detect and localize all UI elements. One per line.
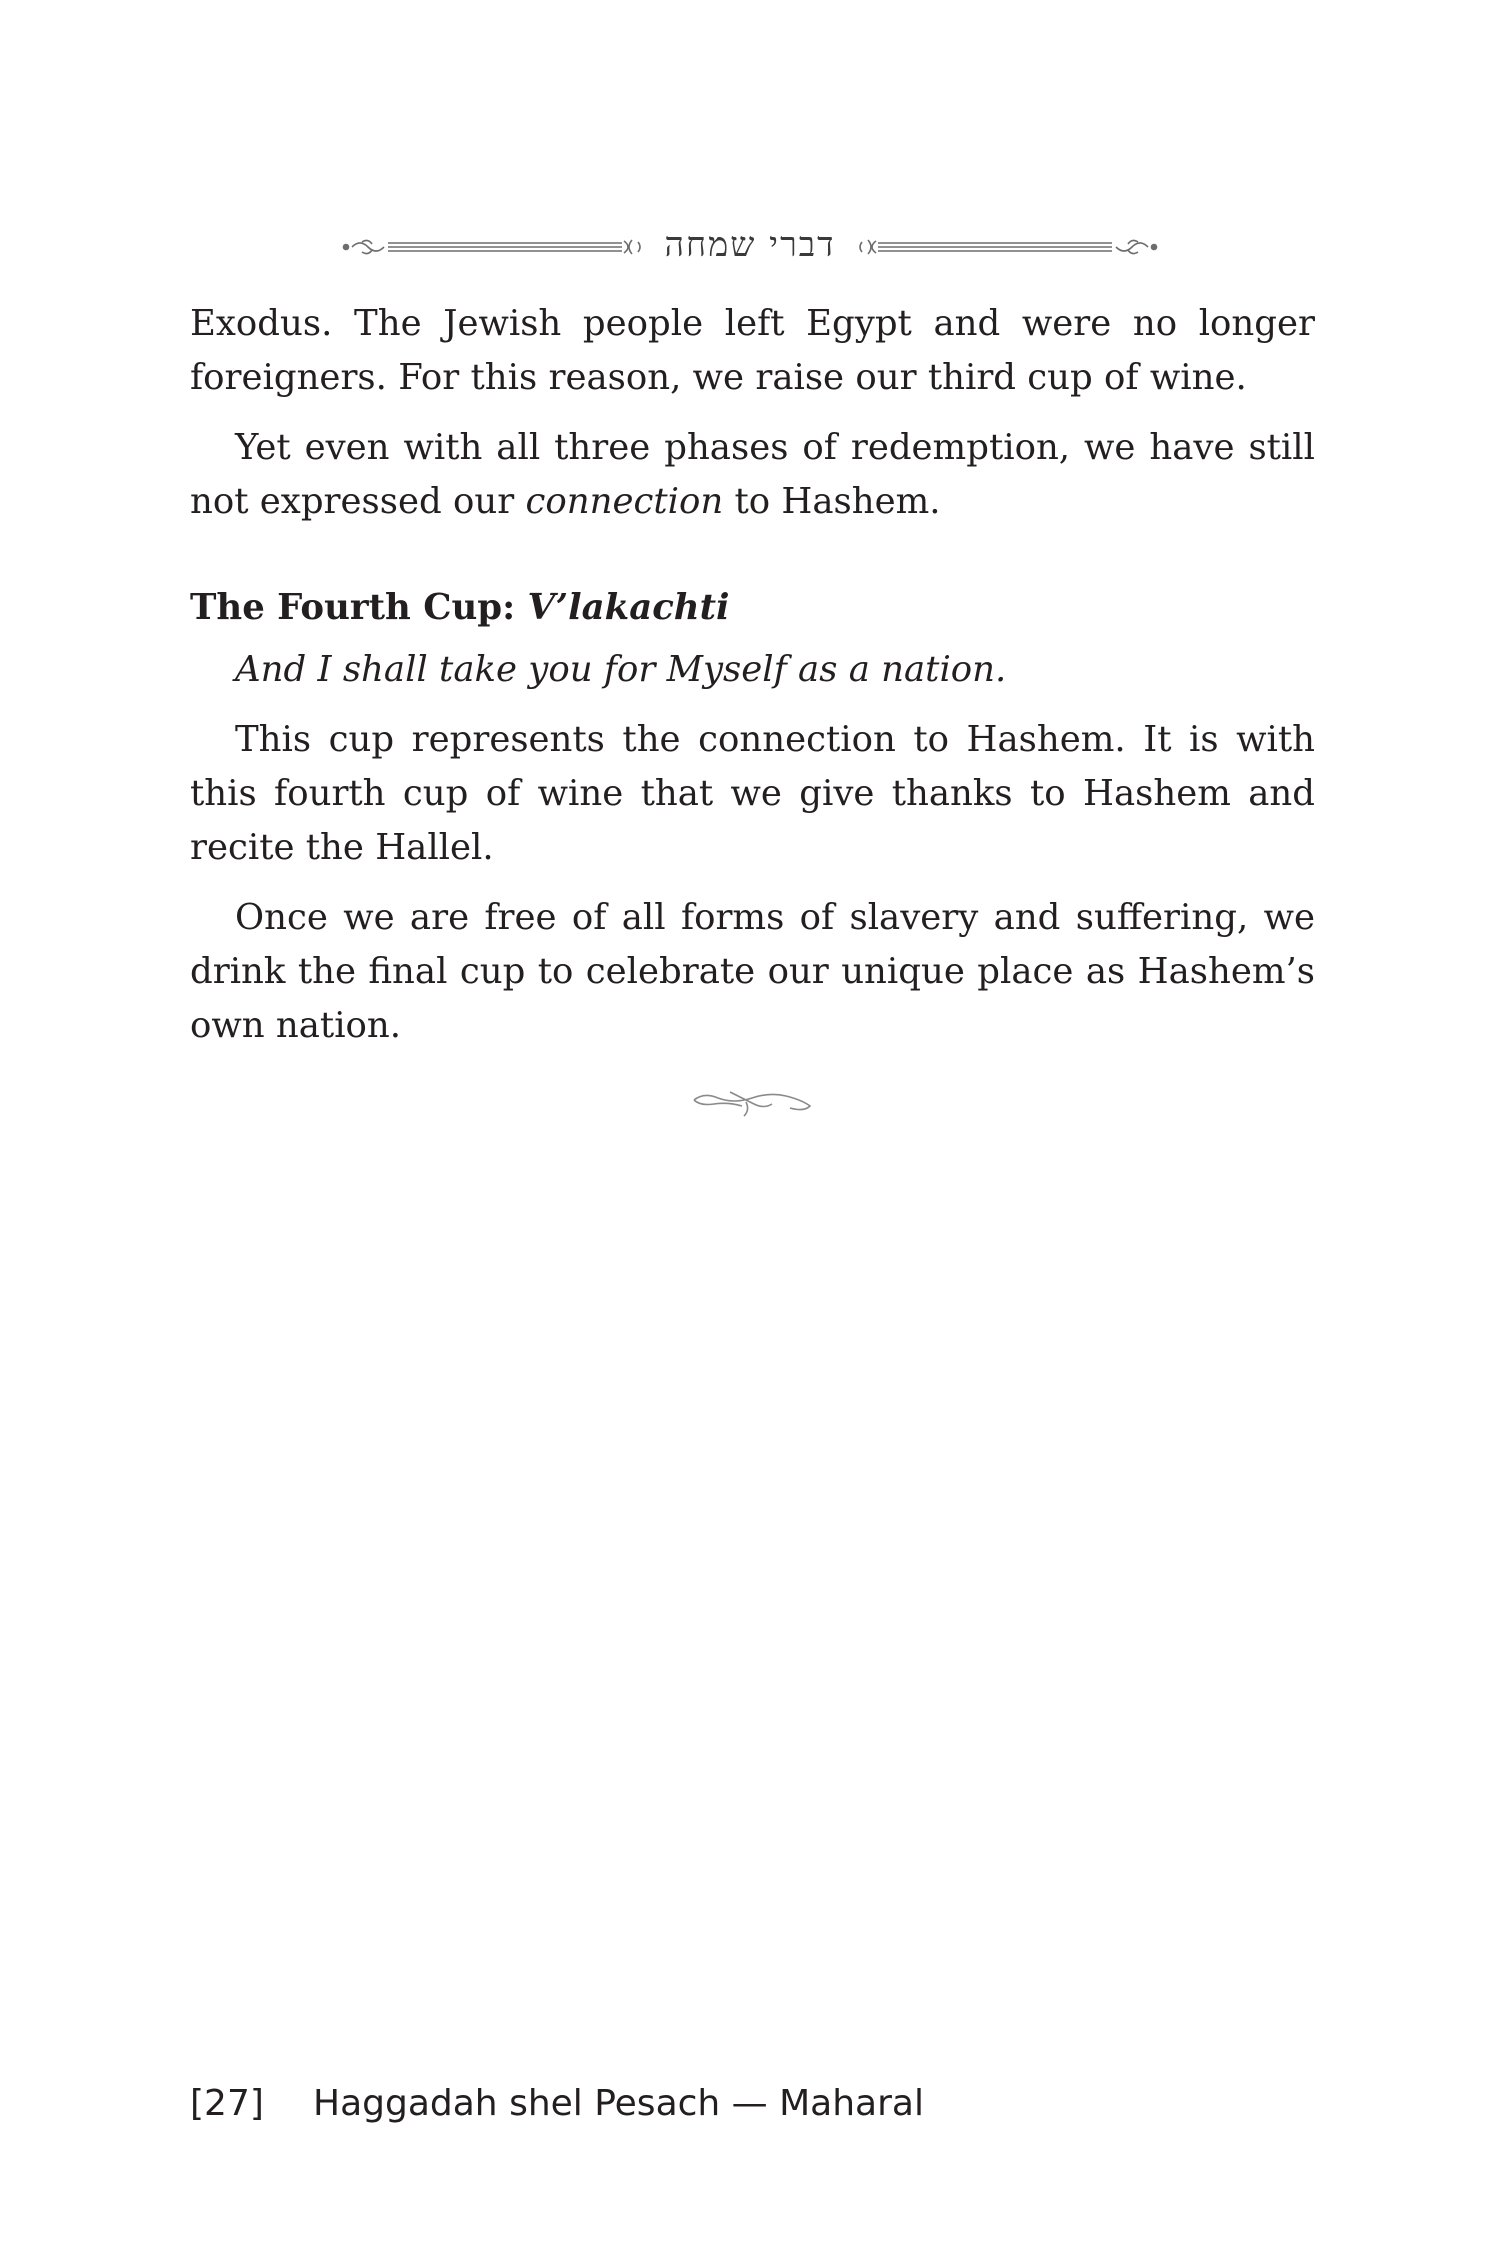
page-footer [190, 2080, 924, 2128]
verse-quote: And I shall take you for Myself as a nation. [235, 649, 1007, 690]
paragraph-continuation: Exodus. The Jewish people left Egypt and were no longer foreigners. For this reason, we raise our third cup of wine. [190, 303, 1315, 398]
header-right-ornament-icon [850, 232, 1160, 262]
paragraph-redemption-text: Yet even with all three phases of redemption, we have still not expressed our [190, 427, 1315, 522]
section-heading-hebrew-term: V’lakachti [527, 587, 730, 628]
page-number: [27] [190, 2083, 264, 2124]
body-text [190, 297, 1315, 1069]
section-heading [190, 581, 1315, 635]
section-end-flourish-icon [690, 1084, 815, 1122]
header-title: דברי שמחה [664, 225, 836, 265]
paragraph-final-cup: Once we are free of all forms of slavery and suffering, we drink the final cup to celebrate our unique place as Hashem’s own nation. [190, 897, 1315, 1046]
section-heading-label: The Fourth Cup: [190, 587, 528, 628]
emphasis-connection: connection [525, 481, 724, 522]
paragraph-redemption-end: to Hashem. [723, 481, 941, 522]
paragraph-fourth-cup: This cup represents the connection to Hashem. It is with this fourth cup of wine that we give thanks to Hashem and recite the Hallel. [190, 719, 1315, 868]
paragraph-redemption [190, 421, 1315, 529]
running-header [340, 222, 1160, 274]
book-title: Haggadah shel Pesach — Maharal [313, 2083, 924, 2124]
